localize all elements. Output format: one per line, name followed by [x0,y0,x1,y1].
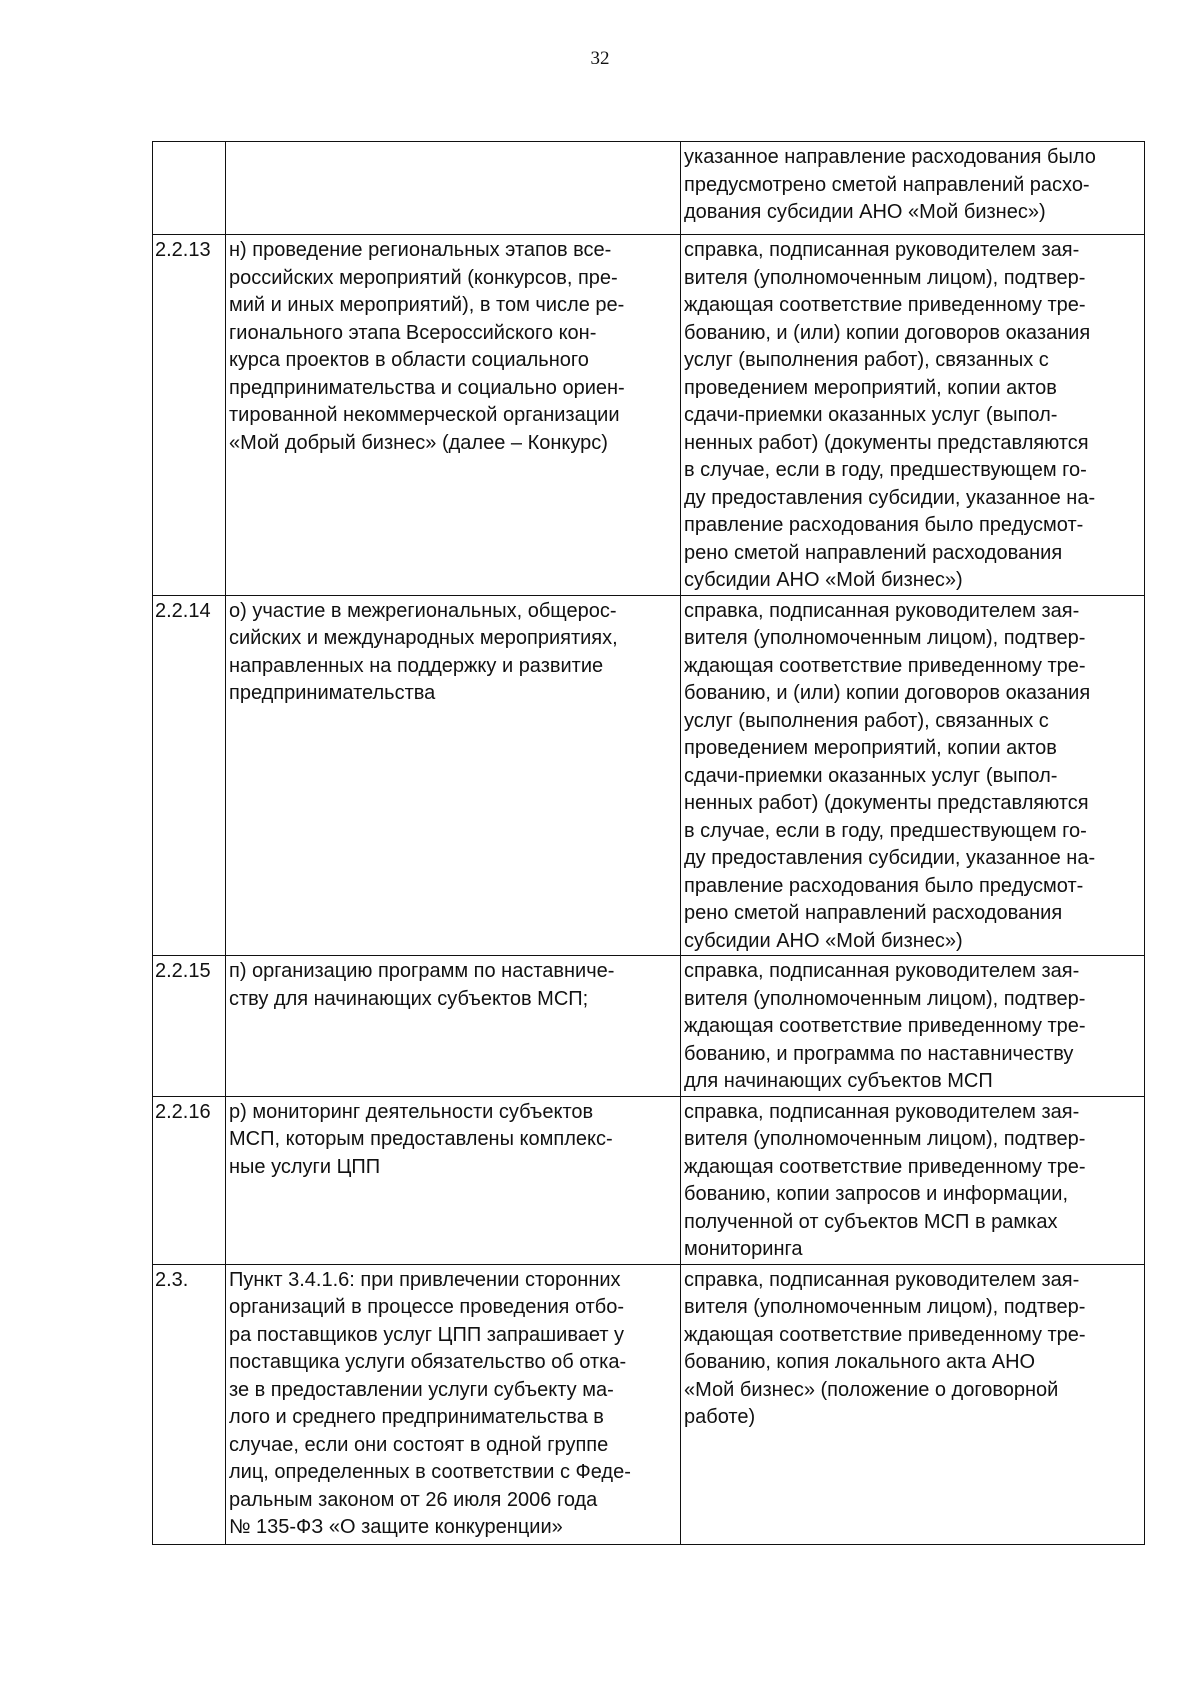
description-line: н) проведение региональных этапов все- [229,239,612,261]
table-row [153,1264,1145,1544]
row-description [226,1264,681,1544]
requirement-line: указанное направление расходования было [684,146,1096,168]
row-description [226,595,681,956]
row-requirement [681,142,1145,235]
requirement-line: «Мой бизнес» (положение о договорной [684,1378,1059,1401]
description-line: ральным законом от 26 июля 2006 года [229,1488,598,1511]
requirement-line: вителя (уполномоченным лицом), подтвер- [684,266,1086,289]
requirement-line: бованию, и (или) копии договоров оказания [684,682,1091,704]
description-line: предпринимательства [229,682,436,704]
description-line: случае, если они состоят в одной группе [229,1433,609,1456]
description-line: ра поставщиков услуг ЦПП запрашивает у [229,1323,625,1346]
requirement-line: бованию, копии запросов и информации, [684,1183,1069,1205]
description-line: направленных на поддержку и развитие [229,654,604,677]
requirement-line: услуг (выполнения работ), связанных с [684,709,1049,732]
table-row [153,956,1145,1097]
page-number: 32 [590,48,610,69]
requirement-line: вителя (уполномоченным лицом), подтвер- [684,1128,1086,1150]
requirement-line: ду предоставления субсидии, указанное на- [684,486,1096,509]
requirement-line: проведением мероприятий, копии актов [684,737,1057,759]
description-line: № 135-ФЗ «О защите конкуренции» [229,1516,563,1538]
requirement-line: ждающая соответствие приведенному тре- [684,654,1086,677]
table-body [153,142,1145,1545]
row-number: 2.2.14 [153,595,226,956]
requirement-line: справка, подписанная руководителем зая- [684,239,1080,261]
description-line: о) участие в межрегиональных, общерос- [229,599,617,622]
requirement-line: вителя (уполномоченным лицом), подтвер- [684,1296,1086,1318]
description-line: курса проектов в области социального [229,349,589,371]
description-line: гионального этапа Всероссийского кон- [229,321,597,344]
description-line: предпринимательства и социально ориен- [229,376,625,399]
requirement-line: сдачи-приемки оказанных услуг (выпол- [684,404,1058,426]
requirement-line: рено сметой направлений расходования [684,902,1063,924]
requirement-line: мониторинга [684,1238,803,1260]
row-requirement [681,956,1145,1097]
requirement-line: справка, подписанная руководителем зая- [684,960,1080,982]
row-requirement [681,1264,1145,1544]
row-description [226,142,681,235]
requirement-line: правление расходования было предусмот- [684,874,1084,897]
requirement-line: бованию, копия локального акта АНО [684,1351,1036,1373]
requirement-line: ждающая соответствие приведенному тре- [684,1155,1086,1178]
requirement-line: услуг (выполнения работ), связанных с [684,349,1049,371]
row-description [226,235,681,596]
requirement-line: бованию, и программа по наставничеству [684,1042,1074,1065]
requirement-line: бованию, и (или) копии договоров оказания [684,321,1091,344]
requirement-line: вителя (уполномоченным лицом), подтвер- [684,987,1086,1010]
requirement-line: работе) [684,1406,756,1428]
requirement-line: ждающая соответствие приведенному тре- [684,1015,1086,1037]
description-line: зе в предоставлении услуги субъекту ма- [229,1378,614,1401]
requirement-line: ду предоставления субсидии, указанное на- [684,847,1096,869]
row-requirement [681,1096,1145,1264]
requirement-line: правление расходования было предусмот- [684,514,1084,536]
row-number [153,142,226,235]
requirement-line: проведением мероприятий, копии актов [684,376,1057,399]
requirement-line: полученной от субъектов МСП в рамках [684,1210,1058,1233]
description-line: МСП, которым предоставлены комплекс- [229,1128,613,1150]
requirement-line: субсидии АНО «Мой бизнес») [684,569,963,591]
requirement-line: ненных работ) (документы представляются [684,792,1089,814]
row-number: 2.2.15 [153,956,226,1097]
row-description [226,956,681,1097]
requirement-line: в случае, если в году, предшествующем го- [684,819,1087,842]
description-line: р) мониторинг деятельности субъектов [229,1100,594,1123]
description-line: лиц, определенных в соответствии с Феде- [229,1461,631,1483]
requirement-line: справка, подписанная руководителем зая- [684,1268,1080,1291]
description-line: ные услуги ЦПП [229,1155,381,1178]
row-number: 2.3. [153,1264,226,1544]
requirement-line: рено сметой направлений расходования [684,541,1063,564]
description-line: Пункт 3.4.1.6: при привлечении сторонних [229,1268,621,1291]
requirement-line: ждающая соответствие приведенному тре- [684,1323,1086,1346]
description-line: лого и среднего предпринимательства в [229,1406,604,1428]
requirement-line: субсидии АНО «Мой бизнес») [684,929,963,952]
requirement-line: для начинающих субъектов МСП [684,1070,993,1092]
table-row [153,1096,1145,1264]
requirements-table [152,141,1145,1545]
requirement-line: предусмотрено сметой направлений расхо- [684,173,1090,196]
row-number: 2.2.13 [153,235,226,596]
description-line: организаций в процессе проведения отбо- [229,1296,625,1318]
description-line: российских мероприятий (конкурсов, пре- [229,266,618,289]
row-description [226,1096,681,1264]
table-row [153,142,1145,235]
requirement-line: ненных работ) (документы представляются [684,431,1089,454]
description-line: п) организацию программ по наставниче- [229,960,615,982]
requirement-line: ждающая соответствие приведенному тре- [684,294,1086,316]
description-line: тированной некоммерческой организации [229,404,620,426]
requirement-line: вителя (уполномоченным лицом), подтвер- [684,627,1086,649]
requirement-line: в случае, если в году, предшествующем го- [684,459,1087,481]
description-line: «Мой добрый бизнес» (далее – Конкурс) [229,431,608,454]
row-number: 2.2.16 [153,1096,226,1264]
table-row [153,595,1145,956]
table-row [153,235,1145,596]
description-line: сийских и международных мероприятиях, [229,627,618,649]
requirement-line: справка, подписанная руководителем зая- [684,1100,1080,1123]
row-requirement [681,595,1145,956]
description-line: поставщика услуги обязательство об отка- [229,1351,627,1373]
description-line: мий и иных мероприятий), в том числе ре- [229,294,625,316]
row-requirement [681,235,1145,596]
requirement-line: дования субсидии АНО «Мой бизнес») [684,201,1046,223]
description-line: ству для начинающих субъектов МСП; [229,987,589,1010]
requirement-line: справка, подписанная руководителем зая- [684,599,1080,622]
requirement-line: сдачи-приемки оказанных услуг (выпол- [684,764,1058,787]
